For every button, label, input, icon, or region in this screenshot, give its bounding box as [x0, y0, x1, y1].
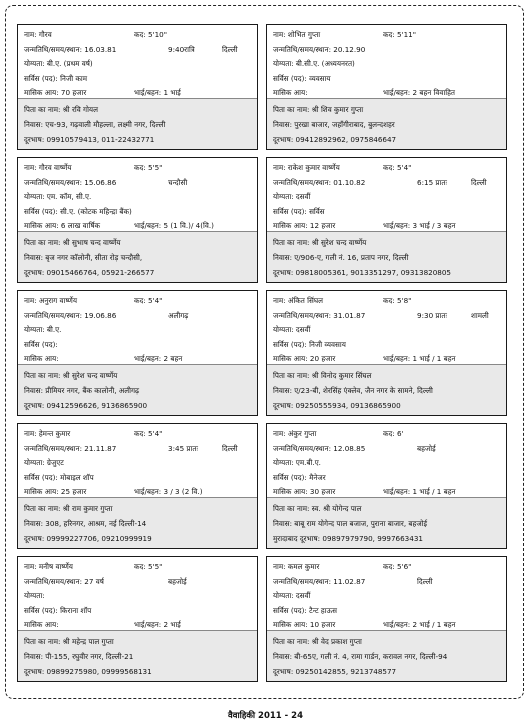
dob-field: जन्मतिथि/समय/स्थान: 01.10.82: [273, 177, 366, 187]
education-field: योग्यता: एम. कॉम, सी.ए.: [24, 192, 92, 201]
address-field: निवास: बाबू राम योगेन्द पाल बजाज, पुराना बाजार, बहजोई: [273, 519, 428, 528]
birth-time: 9:40रात्रि: [168, 44, 195, 54]
name-field: नाम: गौरव वार्ष्णेय: [24, 163, 72, 172]
profile-details: [18, 424, 257, 495]
birth-place: दिल्ली: [471, 177, 487, 187]
profile-card: [17, 157, 258, 283]
birth-time: 6:15 प्रातः: [417, 177, 447, 187]
father-name: पिता का नाम: श्री रवि गोयल: [24, 105, 98, 114]
siblings-field: भाई/बहन: 2 बहन: [134, 354, 183, 363]
income-field: मासिक आय: 12 हजार: [273, 221, 336, 230]
family-details: [267, 497, 506, 548]
phone-field: दूरभाष: 09250142855, 9213748577: [273, 667, 397, 676]
father-name: पिता का नाम: श्री शिव कुमार गुप्ता: [273, 105, 364, 114]
siblings-field: भाई/बहन: 2 भाई: [134, 620, 181, 629]
father-name: पिता का नाम: स्व. श्री योगेन्द पाल: [273, 504, 362, 513]
father-name: पिता का नाम: श्री वेद प्रकाश गुप्ता: [273, 637, 362, 646]
education-field: योग्यता: दसवीं: [273, 591, 311, 600]
family-details: [267, 364, 506, 415]
phone-field: दूरभाष: 09015466764, 05921-266577: [24, 268, 155, 277]
profile-card: [266, 157, 507, 283]
dob-field: जन्मतिथि/समय/स्थान: 31.01.87: [273, 310, 366, 320]
birth-place: शामली: [471, 310, 489, 320]
dob-field: जन्मतिथि/समय/स्थान: 20.12.90: [273, 44, 366, 54]
name-field: नाम: राकेश कुमार वार्ष्णेय: [273, 163, 340, 172]
father-name: पिता का नाम: श्री सुरेश चन्द वार्ष्णेय: [24, 371, 118, 380]
family-details: [18, 98, 257, 149]
family-details: [267, 231, 506, 282]
occupation-field: सर्विस (पद): सी.ए. (कोटक महिन्द्रा बैंक): [24, 206, 132, 216]
father-name: पिता का नाम: श्री विनोद कुमार सिंघल: [273, 371, 372, 380]
education-field: योग्यता: दसवीं: [273, 325, 311, 334]
height-field: कद: 5'5": [134, 562, 163, 571]
education-field: योग्यता: बी.ए. (प्रथम वर्ष): [24, 59, 93, 68]
dob-field: जन्मतिथि/समय/स्थान: 15.06.86: [24, 177, 117, 187]
income-field: मासिक आय: 25 हजार: [24, 487, 87, 496]
family-details: [18, 231, 257, 282]
father-name: पिता का नाम: श्री सुभाष चन्द वार्ष्णेय: [24, 238, 121, 247]
profile-card: [266, 24, 507, 150]
address-field: निवास: ए/906-ए, गली नं. 16, प्रताप नगर, दिल्ली: [273, 253, 409, 262]
siblings-field: भाई/बहन: 5 (1 वि.)/ 4(वि.): [134, 221, 214, 230]
education-field: योग्यता: बी.सी.ए. (अध्ययनरत): [273, 59, 355, 68]
address-field: निवास: प्रीमियर नगर, बैंक कालोनी, अलीगढ़: [24, 386, 140, 395]
occupation-field: सर्विस (पद): किराना शॉप: [24, 605, 92, 615]
income-field: मासिक आय: 20 हजार: [273, 354, 336, 363]
dob-field: जन्मतिथि/समय/स्थान: 12.08.85: [273, 443, 366, 453]
address-field: निवास: पी-155, रघुवीर नगर, दिल्ली-21: [24, 652, 134, 661]
profile-details: [267, 424, 506, 495]
occupation-field: सर्विस (पद): व्यवसाय: [273, 73, 331, 83]
height-field: कद: 5'6": [383, 562, 412, 571]
family-details: [18, 497, 257, 548]
profile-details: [267, 25, 506, 96]
page-footer: वैवाहिकी 2011 - 24: [228, 711, 303, 721]
profile-details: [18, 158, 257, 229]
family-details: [267, 630, 506, 681]
income-field: मासिक आय: 6 लाख वार्षिक: [24, 221, 101, 230]
address-field: निवास: ए/23-बी, शेरसिंह एंक्लेव, जैन नगर के सामने, दिल्ली: [273, 386, 433, 395]
phone-field: मुरादाबाद दूरभाष: 09897979790, 9997663431: [273, 534, 423, 543]
occupation-field: सर्विस (पद): टैन्ट हाऊस: [273, 605, 338, 615]
education-field: योग्यता:: [24, 591, 45, 600]
profile-card: [266, 290, 507, 416]
occupation-field: सर्विस (पद): निजी काम: [24, 73, 88, 83]
dob-field: जन्मतिथि/समय/स्थान: 11.02.87: [273, 576, 366, 586]
name-field: नाम: गौरव: [24, 30, 52, 39]
profile-card: [266, 556, 507, 682]
profile-details: [18, 291, 257, 362]
name-field: नाम: कमल कुमार: [273, 562, 320, 571]
family-details: [18, 364, 257, 415]
siblings-field: भाई/बहन: 2 बहन विवाहित: [383, 88, 456, 97]
dob-field: जन्मतिथि/समय/स्थान: 21.11.87: [24, 443, 117, 453]
occupation-field: सर्विस (पद):: [24, 339, 58, 349]
height-field: कद: 5'8": [383, 296, 412, 305]
siblings-field: भाई/बहन: 1 भाई / 1 बहन: [383, 354, 456, 363]
income-field: मासिक आय: 70 हजार: [24, 88, 87, 97]
profile-details: [267, 158, 506, 229]
address-field: निवास: पुरखा बाजार, जहाँगीराबाद, बुलन्दशहर: [273, 120, 395, 129]
dob-field: जन्मतिथि/समय/स्थान: 16.03.81: [24, 44, 117, 54]
father-name: पिता का नाम: श्री महेन्द्र पाल गुप्ता: [24, 637, 114, 646]
dob-field: जन्मतिथि/समय/स्थान: 27 वर्ष: [24, 576, 104, 586]
birth-time: बहजोई: [417, 443, 436, 453]
siblings-field: भाई/बहन: 3 / 3 (2 वि.): [134, 487, 203, 496]
height-field: कद: 5'4": [134, 296, 163, 305]
birth-time: 3:45 प्रातः: [168, 443, 198, 453]
birth-place: दिल्ली: [222, 44, 238, 54]
profile-card: [17, 290, 258, 416]
name-field: नाम: अनुराग वार्ष्णेय: [24, 296, 78, 305]
education-field: योग्यता: ग्रेजुएट: [24, 458, 64, 467]
occupation-field: सर्विस (पद): सर्विस: [273, 206, 325, 216]
income-field: मासिक आय:: [273, 88, 308, 97]
height-field: कद: 5'4": [383, 163, 412, 172]
address-field: निवास: बृज नगर कॉलोनी, सीता रोड़ चन्दौसी,: [24, 253, 143, 262]
phone-field: दूरभाष: 09899275980, 09999568131: [24, 667, 152, 676]
profile-details: [267, 557, 506, 628]
name-field: नाम: मनीष वार्ष्णेय: [24, 562, 73, 571]
name-field: नाम: शोभित गुप्ता: [273, 30, 321, 39]
profile-card: [17, 24, 258, 150]
education-field: योग्यता: बी.ए.: [24, 325, 62, 334]
profile-card: [266, 423, 507, 549]
family-details: [18, 630, 257, 681]
father-name: पिता का नाम: श्री सुरेश चन्द वार्ष्णेय: [273, 238, 367, 247]
family-details: [267, 98, 506, 149]
siblings-field: भाई/बहन: 3 भाई / 3 बहन: [383, 221, 456, 230]
education-field: योग्यता: एम.बी.ए.: [273, 458, 321, 467]
phone-field: दूरभाष: 09412892962, 0975846647: [273, 135, 397, 144]
name-field: नाम: हेमन्त कुमार: [24, 429, 71, 438]
phone-field: दूरभाष: 09250555934, 09136865900: [273, 401, 401, 410]
height-field: कद: 6': [383, 429, 404, 438]
profile-details: [18, 25, 257, 96]
profile-card: [17, 423, 258, 549]
name-field: नाम: अंकित सिंघल: [273, 296, 323, 305]
birth-place: दिल्ली: [222, 443, 238, 453]
income-field: मासिक आय: 30 हजार: [273, 487, 336, 496]
occupation-field: सर्विस (पद): मैनेजर: [273, 472, 326, 482]
height-field: कद: 5'11": [383, 30, 417, 39]
income-field: मासिक आय: 10 हजार: [273, 620, 336, 629]
height-field: कद: 5'4": [134, 429, 163, 438]
profile-card: [17, 556, 258, 682]
address-field: निवास: बी-65ए, गली नं. 4, रामा गार्डन, करावल नगर, दिल्ली-94: [273, 652, 448, 661]
phone-field: दूरभाष: 09999227706, 09210999919: [24, 534, 152, 543]
height-field: कद: 5'5": [134, 163, 163, 172]
income-field: मासिक आय:: [24, 620, 59, 629]
education-field: योग्यता: दसवीं: [273, 192, 311, 201]
occupation-field: सर्विस (पद): मोबाइल शॉप: [24, 472, 94, 482]
siblings-field: भाई/बहन: 1 भाई / 1 बहन: [383, 487, 456, 496]
birth-time: चन्दौसी: [168, 177, 188, 187]
siblings-field: भाई/बहन: 2 भाई / 1 बहन: [383, 620, 456, 629]
income-field: मासिक आय:: [24, 354, 59, 363]
birth-time: 9:30 प्रातः: [417, 310, 447, 320]
birth-time: बहजोई: [168, 576, 187, 586]
father-name: पिता का नाम: श्री राम कुमार गुप्ता: [24, 504, 113, 513]
profile-details: [18, 557, 257, 628]
occupation-field: सर्विस (पद): निजी व्यवसाय: [273, 339, 346, 349]
birth-time: दिल्ली: [417, 576, 433, 586]
name-field: नाम: अंकुर गुप्ता: [273, 429, 317, 438]
profile-details: [267, 291, 506, 362]
height-field: कद: 5'10": [134, 30, 168, 39]
address-field: निवास: एच-93, गढ़वाली मौहल्ला, लक्ष्मी नगर, दिल्ली: [24, 120, 166, 129]
phone-field: दूरभाष: 09412596626, 9136865900: [24, 401, 148, 410]
phone-field: दूरभाष: 09818005361, 9013351297, 09313820805: [273, 268, 452, 277]
siblings-field: भाई/बहन: 1 भाई: [134, 88, 181, 97]
dob-field: जन्मतिथि/समय/स्थान: 19.06.86: [24, 310, 117, 320]
address-field: निवास: 308, हरिनगर, आश्रम, नई दिल्ली-14: [24, 519, 147, 528]
phone-field: दूरभाष: 09910579413, 011-22432771: [24, 135, 155, 144]
birth-time: अलीगढ़: [168, 310, 189, 320]
